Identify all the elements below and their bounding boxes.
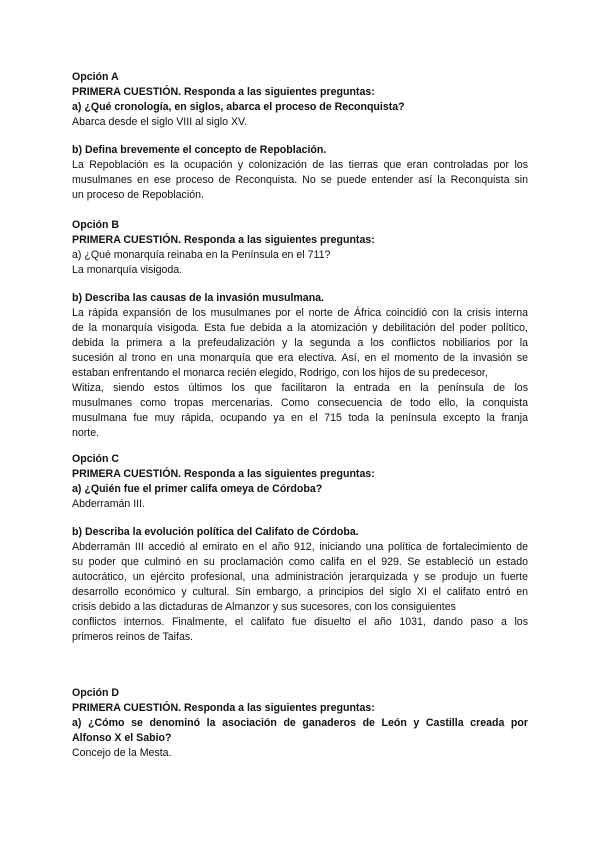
option-c-answer-a: Abderramán III. xyxy=(72,498,146,510)
option-b-question-a: a) ¿Qué monarquía reinaba en la Península en el 711? xyxy=(72,249,331,261)
option-b-part-b xyxy=(72,291,528,441)
option-c-header: PRIMERA CUESTIÓN. Responda a las siguientes preguntas: xyxy=(72,468,375,480)
option-b-header: PRIMERA CUESTIÓN. Responda a las siguientes preguntas: xyxy=(72,234,375,246)
option-b-answer-b-line: sucesión al trono en una monarquía que era electiva. Así, en el momento de la invasión se xyxy=(72,352,528,364)
option-a-answer-b-line: musulmanes en ese proceso de Reconquista. No se puede entender así la Reconquista sin xyxy=(72,174,528,186)
option-c-answer-b-line: primeros reinos de Taifas. xyxy=(72,631,194,643)
option-d-title: Opción D xyxy=(72,687,120,699)
option-b-answer-b-line: La rápida expansión de los musulmanes por el norte de África coincidió con la crisis interna xyxy=(72,307,528,319)
option-a-answer-b-line: un proceso de Repoblación. xyxy=(72,189,204,201)
option-b-answer-b-line: musulmana fue muy rápida, ocupando ya en el 715 toda la península excepto la franja xyxy=(72,412,528,424)
option-a-part-b xyxy=(72,143,528,203)
option-d-answer-a: Concejo de la Mesta. xyxy=(72,747,172,759)
option-c-answer-b-line: crisis debido a las dictaduras de Almanzor y sus sucesores, con los consiguientes xyxy=(72,601,456,613)
option-d-question-a-line: a) ¿Cómo se denominó la asociación de ganaderos de León y Castilla creada por xyxy=(72,717,528,729)
option-b-answer-b-line: musulmanes como tropas mercenarias. Como consecuencia de todo ello, la conquista xyxy=(72,397,528,409)
option-b-answer-b-line: norte. xyxy=(72,427,100,439)
option-c-answer-b-line: su poder que culminó en su proclamación como califa en el 929. Se estableció un estado xyxy=(72,556,528,568)
option-b-answer-a: La monarquía visigoda. xyxy=(72,264,183,276)
option-a-answer-a: Abarca desde el siglo VIII al siglo XV. xyxy=(72,116,248,128)
option-a-question-b: b) Defina brevemente el concepto de Repoblación. xyxy=(72,144,327,156)
option-a-header: PRIMERA CUESTIÓN. Responda a las siguientes preguntas: xyxy=(72,86,375,98)
option-b-answer-b-line: Witiza, siendo estos últimos los que facilitaron la entrada en la península de los xyxy=(72,382,528,394)
option-b-answer-b-line: estaban enfrentando el monarca recién elegido, Rodrigo, con los hijos de su predecesor, xyxy=(72,367,488,379)
option-c-answer-b-line: Abderramán III accedió al emirato en el año 912, iniciando una política de fortalecimiento de xyxy=(72,541,528,553)
option-c-answer-b-line: desarrollo económico y cultural. Sin embargo, a principios del siglo XI el califato entró en xyxy=(72,586,528,598)
option-c-title: Opción C xyxy=(72,453,120,465)
option-b-answer-b-line: de la monarquía visigoda. Esta fue debida a la atomización y debilitación del poder político, xyxy=(72,322,528,334)
option-b-question-b: b) Describa las causas de la invasión musulmana. xyxy=(72,292,324,304)
option-c-answer-b-line: autocrático, un ejército profesional, una administración jerarquizada y se produjo un fuerte xyxy=(72,571,528,583)
option-b-section xyxy=(72,218,528,278)
option-a-section xyxy=(72,70,528,130)
option-d-section xyxy=(72,686,528,761)
option-d-header: PRIMERA CUESTIÓN. Responda a las siguientes preguntas: xyxy=(72,702,375,714)
option-c-part-b xyxy=(72,525,528,645)
option-a-title: Opción A xyxy=(72,71,119,83)
option-c-question-b: b) Describa la evolución política del Califato de Córdoba. xyxy=(72,526,359,538)
option-c-section xyxy=(72,452,528,512)
option-c-answer-b-line: conflictos internos. Finalmente, el califato fue disuelto el año 1031, dando paso a los xyxy=(72,616,528,628)
option-b-answer-b-line: debida la primera a la prefeudalización y la segunda a los conflictos nobiliarios por la xyxy=(72,337,528,349)
option-a-answer-b-line: La Repoblación es la ocupación y colonización de las tierras que eran controladas por los xyxy=(72,159,528,171)
option-a-question-a: a) ¿Qué cronología, en siglos, abarca el proceso de Reconquista? xyxy=(72,101,405,113)
option-d-question-a-line: Alfonso X el Sabio? xyxy=(72,732,172,744)
option-b-title: Opción B xyxy=(72,219,120,231)
option-c-question-a: a) ¿Quién fue el primer califa omeya de Córdoba? xyxy=(72,483,323,495)
